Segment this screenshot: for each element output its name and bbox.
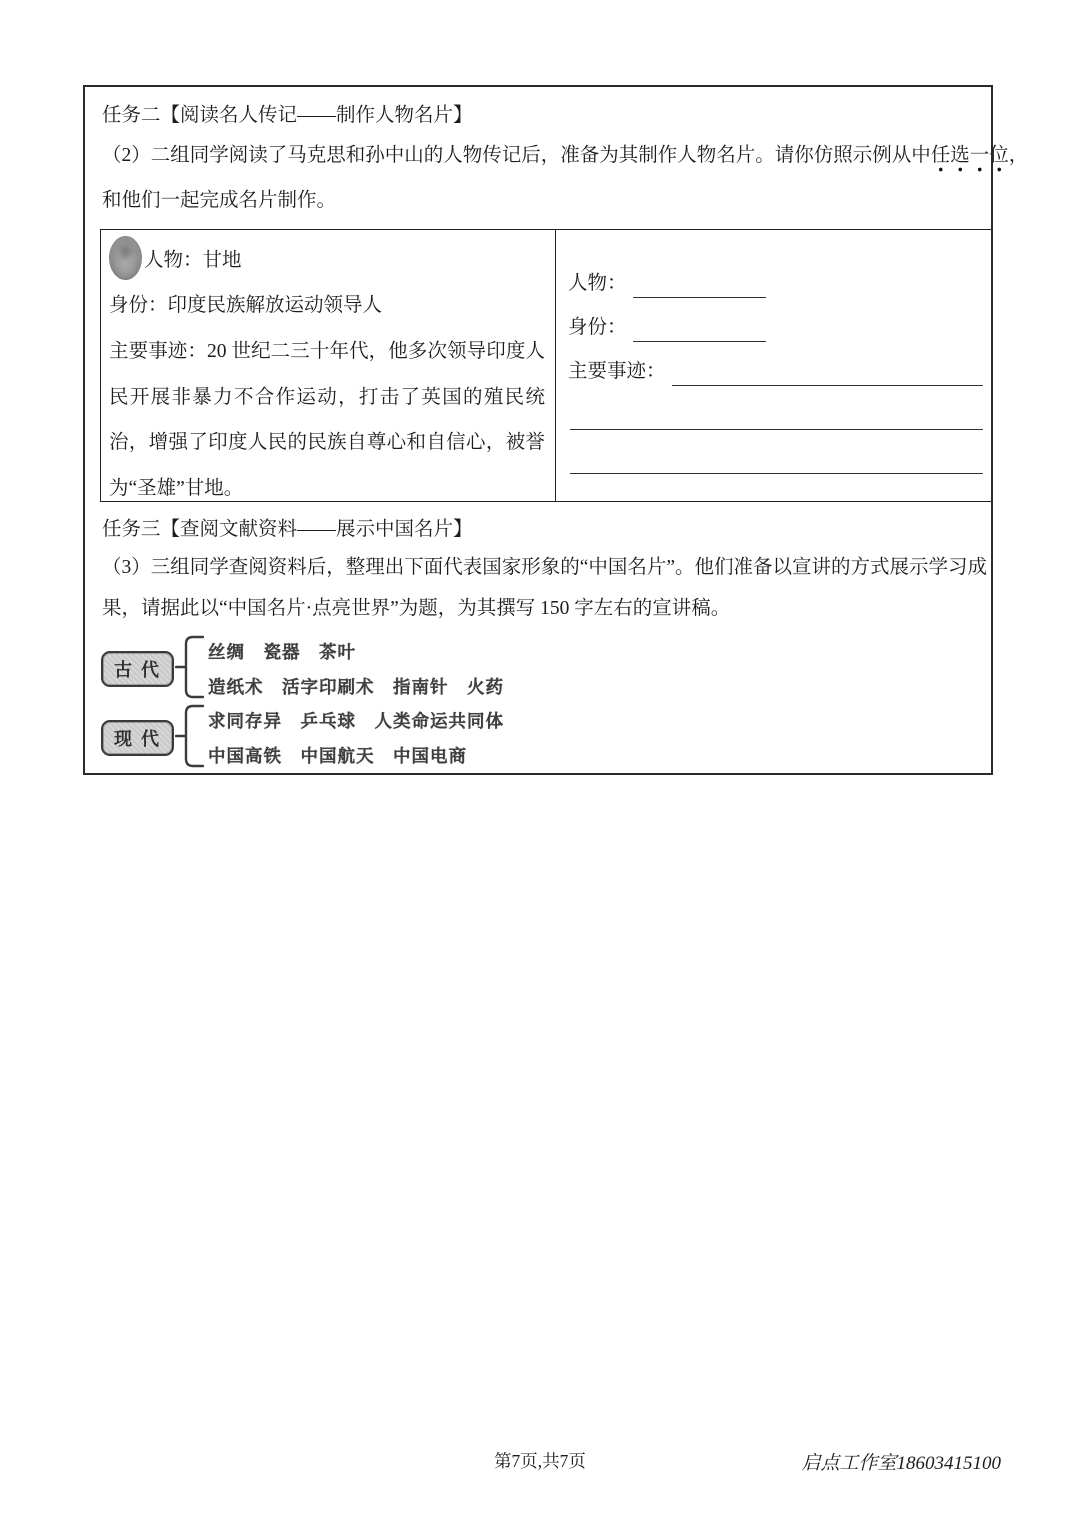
page-number: 第7页,共7页	[494, 1451, 586, 1471]
task3-heading: 任务三【查阅文献资料——展示中国名片】	[102, 519, 473, 540]
deeds-answer-blank-3	[570, 430, 983, 474]
blank-person-row	[568, 254, 987, 298]
example-identity: 身份：印度民族解放运动领导人	[109, 295, 383, 316]
identity-answer-blank	[633, 316, 766, 342]
page-footer	[0, 1448, 1080, 1474]
ancient-items-line1: 丝绸 瓷器 茶叶	[208, 642, 356, 662]
example-person: 人物：甘地	[144, 250, 242, 271]
task2-heading: 任务二【阅读名人传记——制作人物名片】	[102, 105, 473, 126]
example-card-cell	[101, 230, 556, 501]
tree-bracket-icon	[175, 634, 205, 705]
modern-items-line1: 求同存异 乒乓球 人类命运共同体	[208, 711, 504, 731]
studio-watermark: 启点工作室18603415100	[801, 1453, 1001, 1474]
deeds-answer-blank-1	[672, 360, 983, 386]
blank-identity-row	[568, 298, 987, 342]
task2-para-pre: （2）二组同学阅读了马克思和孙中山的人物传记后，准备为其制作人物名片。请你仿照示例从中	[102, 145, 931, 166]
question-box	[83, 85, 1029, 775]
modern-items	[208, 707, 504, 769]
modern-items-line2: 中国高铁 中国航天 中国电商	[208, 746, 467, 766]
ancient-items	[208, 638, 504, 700]
task3-paragraph-line2: 果，请据此以“中国名片·点亮世界”为题，为其撰写 150 字左右的宣讲稿。	[102, 598, 731, 619]
name-card-table	[100, 229, 991, 502]
example-deeds: 主要事迹：20 世纪二三十年代，他多次领导印度人民开展非暴力不合作运动，打击了英国的殖民统治，增强了印度人民的民族自尊心和自信心，被誉为“圣雄”甘地。	[109, 341, 545, 499]
task2-para-post: ，	[1008, 145, 1029, 166]
gandhi-portrait	[109, 236, 142, 280]
ancient-label-box: 古代	[101, 651, 174, 687]
tree-bracket-icon	[175, 703, 205, 774]
modern-label-box: 现代	[101, 720, 174, 756]
blank-person-label: 人物：	[568, 273, 627, 294]
blank-card-cell	[556, 230, 991, 501]
ancient-items-line2: 造纸术 活字印刷术 指南针 火药	[208, 677, 504, 697]
emphasized-phrase: 任选一位	[931, 145, 1009, 173]
blank-identity-label: 身份：	[568, 317, 627, 338]
task2-paragraph-line1	[102, 133, 1029, 178]
task2-paragraph-line2: 和他们一起完成名片制作。	[102, 190, 337, 211]
diagram-group-ancient	[101, 636, 991, 702]
blank-deeds-row	[568, 342, 987, 386]
deeds-answer-blank-2	[570, 386, 983, 430]
example-person-row	[109, 233, 545, 283]
person-answer-blank	[633, 272, 766, 298]
task3-paragraph-line1: （3）三组同学查阅资料后，整理出下面代表国家形象的“中国名片”。他们准备以宣讲的方式展示学习成	[102, 557, 988, 578]
blank-deeds-label: 主要事迹：	[568, 361, 666, 382]
china-cards-diagram	[101, 636, 991, 771]
diagram-group-modern	[101, 705, 991, 771]
